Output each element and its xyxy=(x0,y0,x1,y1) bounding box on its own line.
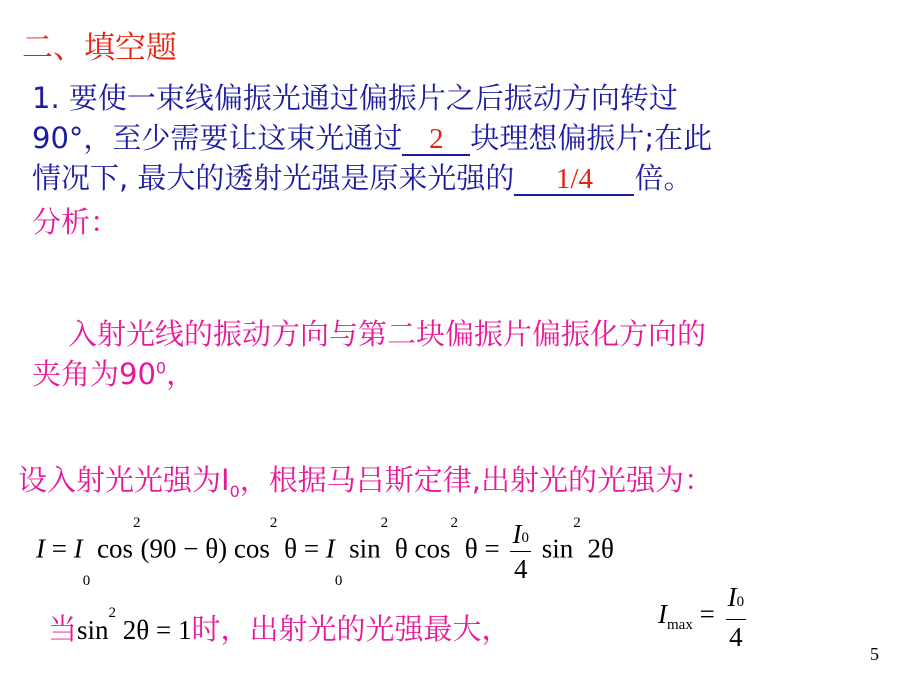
eq-equals-1: = xyxy=(51,533,67,564)
condition-math xyxy=(77,605,192,645)
question-line-3-start: 情况下, 最大的透射光强是原来光强的 xyxy=(32,161,515,195)
eq-cos-1-power: 2 xyxy=(132,515,141,531)
eq-sin-2-power: 2 xyxy=(573,515,581,531)
imax-I: I xyxy=(658,599,667,630)
imax-fraction xyxy=(726,580,747,654)
imax-sub: max xyxy=(667,617,693,634)
imax-num-sub: 0 xyxy=(736,594,745,610)
section-heading: 二、填空题 xyxy=(22,30,177,66)
question-line-3 xyxy=(32,156,692,197)
eq-fraction-denominator: 4 xyxy=(513,554,528,584)
eq-frac-I-sub: 0 xyxy=(521,530,529,546)
eq-sin-2: sin xyxy=(541,533,574,564)
eq-cos-3: cos xyxy=(414,533,451,564)
eq-two-theta: 2θ xyxy=(587,533,614,564)
imax-fraction-numerator xyxy=(726,580,747,620)
imax-fraction-denominator: 4 xyxy=(729,622,743,652)
answer-blank-2: 1/4 xyxy=(514,164,634,196)
malus-equation xyxy=(36,515,614,589)
question-line-2-end: 块理想偏振片;在此 xyxy=(470,121,713,155)
eq-equals-3: = xyxy=(484,533,500,564)
analysis-paragraph-1-line-1: 入射光线的振动方向与第二块偏振片偏振化方向的 xyxy=(68,317,707,351)
condition-sin-power: 2 xyxy=(108,605,117,621)
condition-sin: sin xyxy=(77,615,109,645)
max-condition xyxy=(48,607,510,648)
eq-theta-2: θ xyxy=(394,533,408,564)
malus-law-text: ，根据马吕斯定律,出射光的光强为： xyxy=(239,463,713,497)
eq-equals-2: = xyxy=(303,533,320,564)
eq-paren: (90 − θ) xyxy=(140,533,228,564)
eq-I0-b: I xyxy=(325,533,335,564)
eq-theta-3: θ xyxy=(464,533,478,564)
eq-cos-1: cos xyxy=(96,533,133,564)
eq-I: I xyxy=(36,533,45,564)
eq-sin-1-power: 2 xyxy=(380,515,389,531)
analysis-paragraph-1-line-2 xyxy=(32,352,195,393)
eq-fraction xyxy=(510,517,531,586)
question-line-2 xyxy=(32,116,712,157)
eq-sin-1: sin xyxy=(349,533,381,564)
intensity-intro: 设入射光光强为I xyxy=(18,463,230,497)
angle-text: 夹角为90 xyxy=(32,357,156,391)
question-line-2-start: 90°，至少需要让这束光通过 xyxy=(32,121,403,155)
degree-superscript: 0 xyxy=(155,358,167,378)
imax-equals: = xyxy=(699,599,715,630)
intensity-subscript: 0 xyxy=(229,481,240,501)
eq-theta-1: θ xyxy=(284,533,298,564)
eq-fraction-numerator xyxy=(510,517,531,552)
condition-expr: 2θ = 1 xyxy=(122,615,192,645)
eq-cos-2: cos xyxy=(233,533,270,564)
page-number: 5 xyxy=(870,644,879,664)
analysis-paragraph-2 xyxy=(18,458,713,501)
analysis-label: 分析： xyxy=(32,205,120,239)
eq-frac-I: I xyxy=(512,519,522,549)
imax-num-I: I xyxy=(727,582,737,612)
eq-cos-3-power: 2 xyxy=(450,515,459,531)
eq-I0-b-sub: 0 xyxy=(334,573,343,589)
angle-text-end: ， xyxy=(166,357,196,391)
eq-cos-2-power: 2 xyxy=(269,515,278,531)
eq-I0: I xyxy=(73,533,83,564)
answer-blank-1: 2 xyxy=(402,124,470,156)
imax-equation xyxy=(658,580,750,654)
eq-I0-sub: 0 xyxy=(82,573,91,589)
question-line-3-end: 倍。 xyxy=(634,161,693,195)
condition-post: 时，出射光的光强最大， xyxy=(191,612,511,646)
condition-pre: 当 xyxy=(48,612,78,646)
question-line-1: 1. 要使一束线偏振光通过偏振片之后振动方向转过 xyxy=(32,81,678,115)
